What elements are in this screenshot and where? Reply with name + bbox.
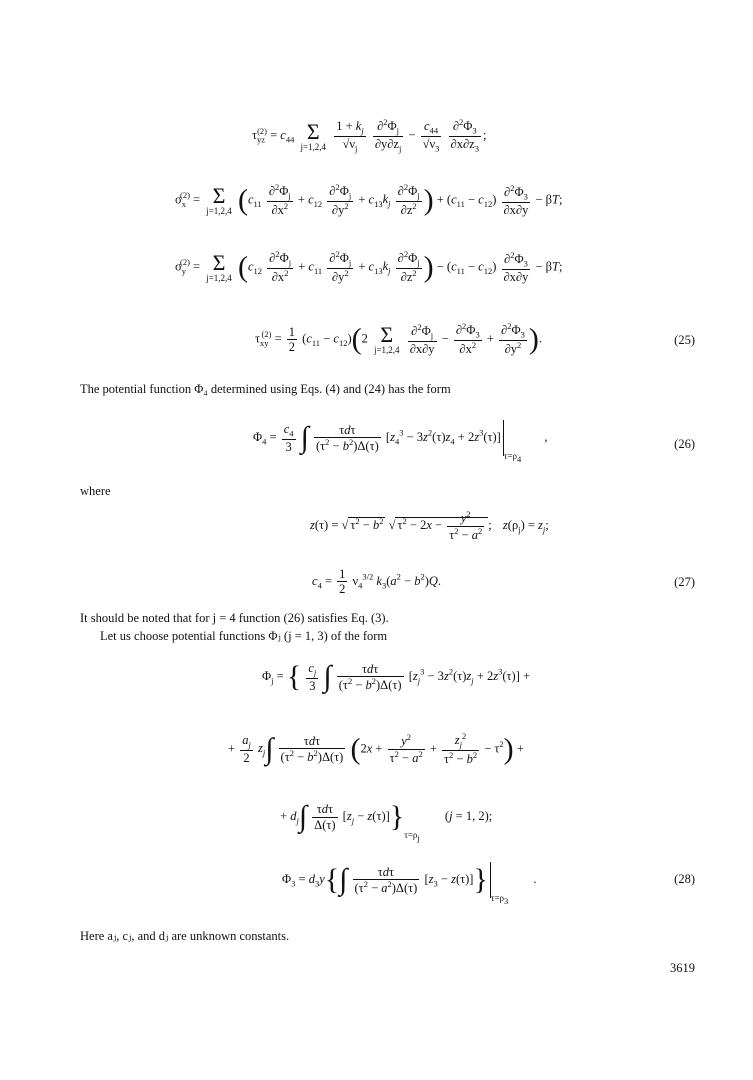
equation-number-27: (27) (674, 575, 695, 589)
equation-phi-4: $\Phi_4$ = $\frac{c_4}{3}$ ∫ $\frac{\text{τdτ}}{(\tau^2 - b^2)\Delta(\tau)}$ $[z_4^3 - 3z^2(\tau)z_4 + 2z^3(\tau)]_{\tau=\rho_4}$ , (253, 421, 548, 464)
equation-sigma-x: $\sigma_x^{(2)}$ = Σ j=1,2,4 ($c_{11}$ $\frac{\partial^2\Phi_j}{\partial x^2}$ + $c_{12}$ $\frac{\partial^2\Phi_j}{\partial y^2}$ + $c_{13}k_j$ $\frac{\partial^2\Phi_j}{\partial z^2}$ ) + $(c_{11} - c_{12})$ $\frac{\partial^2\Phi_3}{\partial x\partial y}$ − βT; (175, 182, 563, 218)
equation-phi-3: $\Phi_3 = d_3y\{\int$ $\frac{\text{τdτ}}{(\tau^2 - a^2)\Delta(\tau)}$ $[z_3 - z(\tau)]\}_{\tau=\rho_3}$ . (282, 863, 537, 906)
noted-text: It should be noted that for j = 4 function (26) satisfies Eq. (3). (80, 611, 389, 625)
choose-text: Let us choose potential functions Φⱼ (j = 1, 3) of the form (100, 629, 388, 643)
equation-z-tau: z(τ) = √ $\tau^2 - b^2$ √ $\tau^2 - 2x$ − $\frac{y^2}{\tau^2 - a^2}$ ; $z(\rho_j) = z_j$; (310, 509, 549, 542)
equation-number-26: (26) (674, 437, 695, 451)
equation-number-25: (25) (674, 333, 695, 347)
equation-tau-xy: $\tau_{xy}^{(2)}$ = $\frac{1}{2}$ $(c_{11} - c_{12})(2$ Σ j=1,2,4 $\frac{\partial^2\Phi_j}{\partial x\partial y}$ − $\frac{\partial^2\Phi_3}{\partial x^2}$ + $\frac{\partial^2\Phi_3}{\partial y^2}$ ). (255, 321, 542, 357)
potential-intro-text: The potential function Φ₄ determined using Eqs. (4) and (24) has the form (80, 382, 451, 396)
equation-c-4: $c_4$ = $\frac{1}{2}$ $\nu_4^{3/2}$ $k_3(a^2 - b^2)Q$. (312, 567, 442, 597)
equation-number-28: (28) (674, 872, 695, 886)
equation-sigma-y: $\sigma_y^{(2)}$ = Σ j=1,2,4 ($c_{12}$ $\frac{\partial^2\Phi_j}{\partial x^2}$ + $c_{11}$ $\frac{\partial^2\Phi_j}{\partial y^2}$ + $c_{13}k_j$ $\frac{\partial^2\Phi_j}{\partial z^2}$ ) − $(c_{11} - c_{12})$ $\frac{\partial^2\Phi_3}{\partial x\partial y}$ − βT; (175, 249, 563, 285)
where-text: where (80, 484, 111, 498)
equation-phi-j-line-2: + $\frac{a_j}{2}$ $z_j\int$ $\frac{\text{τdτ}}{(\tau^2 - b^2)\Delta(\tau)}$ (2x + $\frac{y^2}{\tau^2 - a^2}$ + $\frac{z_j^2}{\tau^2 - b^2}$ − $\tau^2$) + (228, 731, 524, 767)
page-number: 3619 (670, 961, 695, 975)
here-text: Here aⱼ, cⱼ, and dⱼ are unknown constants. (80, 929, 290, 943)
equation-phi-j-line-3: + $d_j\int$ $\frac{\text{τdτ}}{\Delta(\tau)}$ $[z_j - z(\tau)]\}_{\tau=\rho_j}$ (j = 1, 2); (280, 800, 493, 843)
equation-tau-yz: $\tau_{yz}^{(2)} = c_{44}$ Σ j=1,2,4 $\frac{1 + k_j}{√\nu_j}$ $\frac{\partial^2\Phi_j}{\partial y\partial z_j}$ − $\frac{c_{44}}{√\nu_3}$ $\frac{\partial^2\Phi_3}{\partial x\partial z_3}$ ; (252, 117, 487, 154)
equation-phi-j-line-1: $\Phi_j$ = { $\frac{c_j}{3}$ ∫ $\frac{\text{τdτ}}{(\tau^2 - b^2)\Delta(\tau)}$ $[z_j^3 - 3z^2(\tau)z_j + 2z^3(\tau)]$ + (262, 660, 531, 693)
